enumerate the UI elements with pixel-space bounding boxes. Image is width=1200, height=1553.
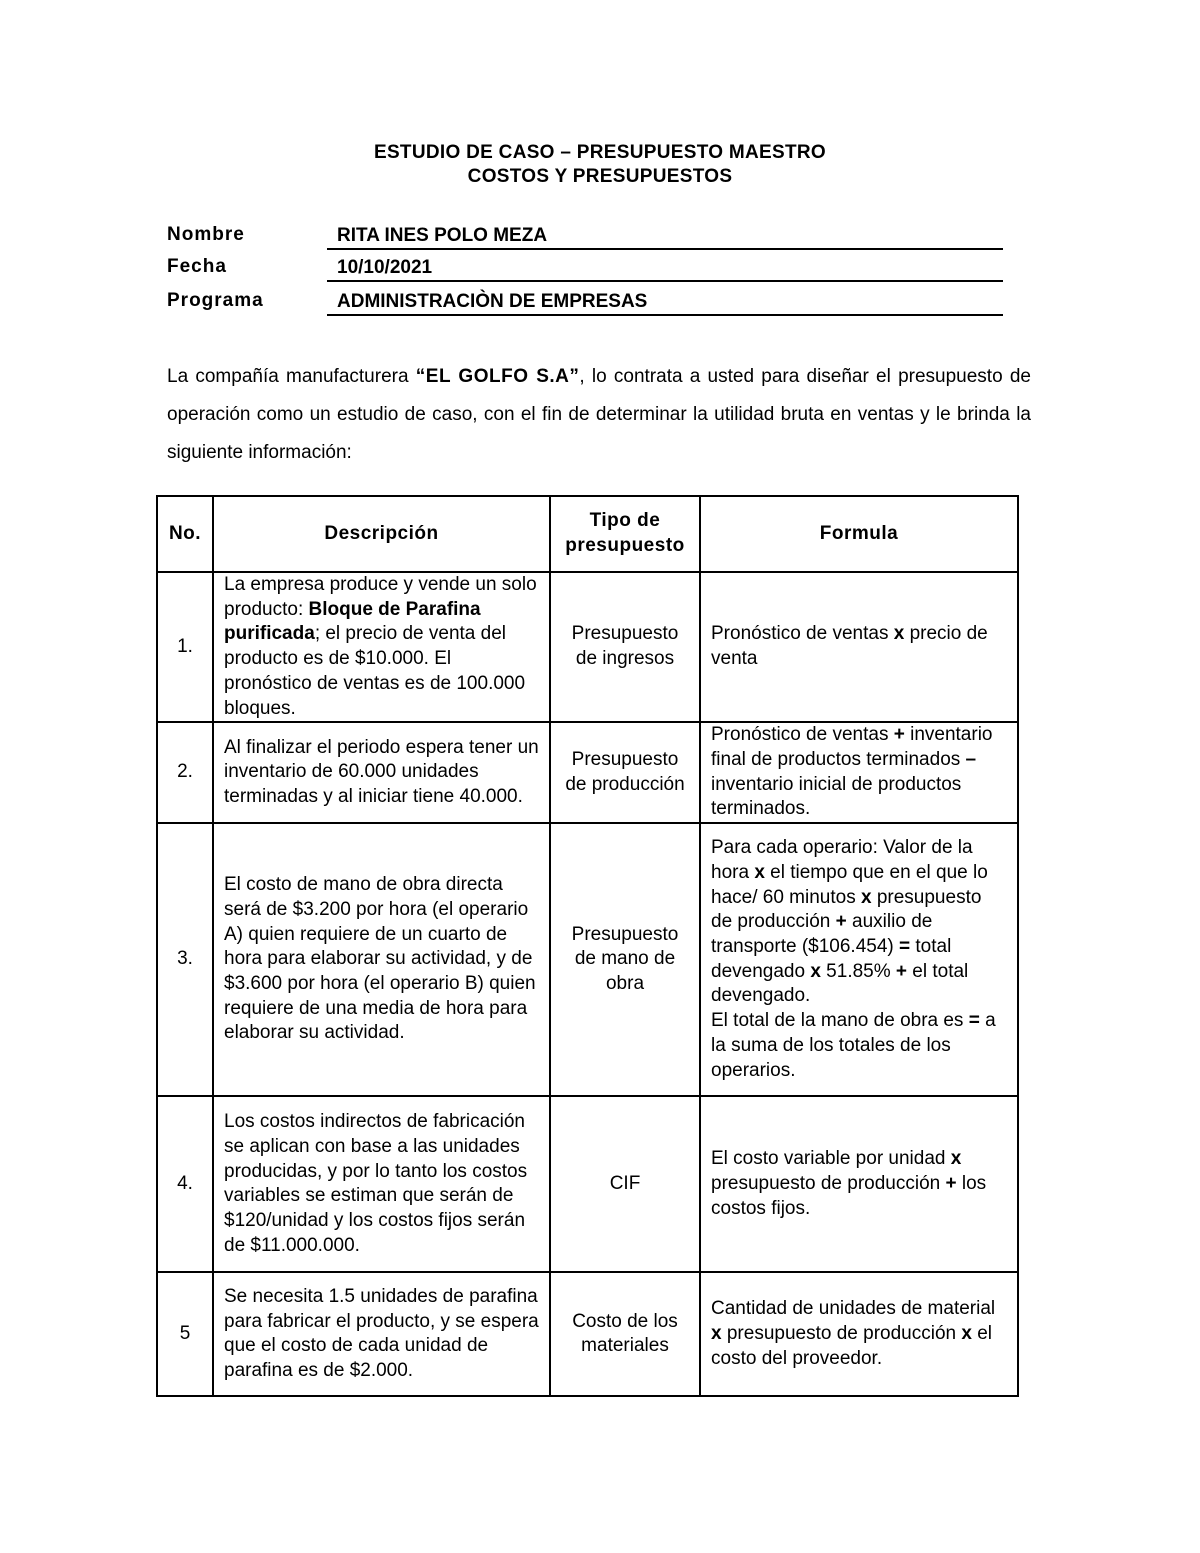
row-type: Costo de los materiales bbox=[550, 1272, 700, 1396]
row-number: 4. bbox=[157, 1096, 213, 1272]
row-formula: El costo variable por unidad x presupuesto de producción + los costos fijos. bbox=[700, 1096, 1018, 1272]
name-value: RITA INES POLO MEZA bbox=[327, 224, 1003, 250]
row-description: La empresa produce y vende un solo producto: Bloque de Parafina purificada; el precio de venta del producto es de $10.000. El pronóstico de ventas es de 100.000 bloques. bbox=[213, 572, 550, 722]
program-label: Programa bbox=[167, 290, 264, 311]
table-row bbox=[157, 572, 1018, 722]
row-number: 3. bbox=[157, 823, 213, 1096]
row-description: Los costos indirectos de fabricación se aplican con base a las unidades producidas, y por lo tanto los costos variables se estiman que serán de $120/unidad y los costos fijos serán de $11.000.000. bbox=[213, 1096, 550, 1272]
header-type: Tipo de presupuesto bbox=[550, 496, 700, 572]
table-row bbox=[157, 722, 1018, 823]
row-description: Se necesita 1.5 unidades de parafina para fabricar el producto, y se espera que el costo de cada unidad de parafina es de $2.000. bbox=[213, 1272, 550, 1396]
table-row bbox=[157, 1096, 1018, 1272]
table-header-row bbox=[157, 496, 1018, 572]
row-formula: Cantidad de unidades de material x presupuesto de producción x el costo del proveedor. bbox=[700, 1272, 1018, 1396]
row-type: Presupuesto de producción bbox=[550, 722, 700, 823]
row-description: Al finalizar el periodo espera tener un inventario de 60.000 unidades terminadas y al iniciar tiene 40.000. bbox=[213, 722, 550, 823]
row-formula: Pronóstico de ventas + inventario final de productos terminados – inventario inicial de productos terminados. bbox=[700, 722, 1018, 823]
row-number: 2. bbox=[157, 722, 213, 823]
row-formula: Para cada operario: Valor de la hora x el tiempo que en el que lo hace/ 60 minutos x presupuesto de producción + auxilio de transporte ($106.454) = total devengado x 51.85% + el total devengado. El total de la mano de obra es = a la suma de los totales de los operarios. bbox=[700, 823, 1018, 1096]
row-type: Presupuesto de ingresos bbox=[550, 572, 700, 722]
date-label: Fecha bbox=[167, 256, 227, 277]
document-subtitle: COSTOS Y PRESUPUESTOS bbox=[467, 166, 733, 187]
table-row bbox=[157, 823, 1018, 1096]
name-label: Nombre bbox=[167, 224, 245, 245]
intro-paragraph: La compañía manufacturera “EL GOLFO S.A”, lo contrata a usted para diseñar el presupuesto de operación como un estudio de caso, con el fin de determinar la utilidad bruta en ventas y le brinda la siguiente información: bbox=[167, 366, 1031, 463]
header-formula: Formula bbox=[700, 496, 1018, 572]
company-name: “EL GOLFO S.A” bbox=[415, 366, 580, 387]
budget-table bbox=[156, 495, 1019, 1397]
row-type: Presupuesto de mano de obra bbox=[550, 823, 700, 1096]
table-row bbox=[157, 1272, 1018, 1396]
row-description: El costo de mano de obra directa será de $3.200 por hora (el operario A) quien requiere de un cuarto de hora para elaborar su actividad, y de $3.600 por hora (el operario B) quien requiere de una media de hora para elaborar su actividad. bbox=[213, 823, 550, 1096]
date-value: 10/10/2021 bbox=[327, 256, 1003, 282]
row-formula: Pronóstico de ventas x precio de venta bbox=[700, 572, 1018, 722]
program-value: ADMINISTRACIÒN DE EMPRESAS bbox=[327, 290, 1003, 316]
document-title: ESTUDIO DE CASO – PRESUPUESTO MAESTRO bbox=[373, 142, 827, 163]
row-number: 1. bbox=[157, 572, 213, 722]
header-no: No. bbox=[157, 496, 213, 572]
row-type: CIF bbox=[550, 1096, 700, 1272]
row-number: 5 bbox=[157, 1272, 213, 1396]
header-description: Descripción bbox=[213, 496, 550, 572]
